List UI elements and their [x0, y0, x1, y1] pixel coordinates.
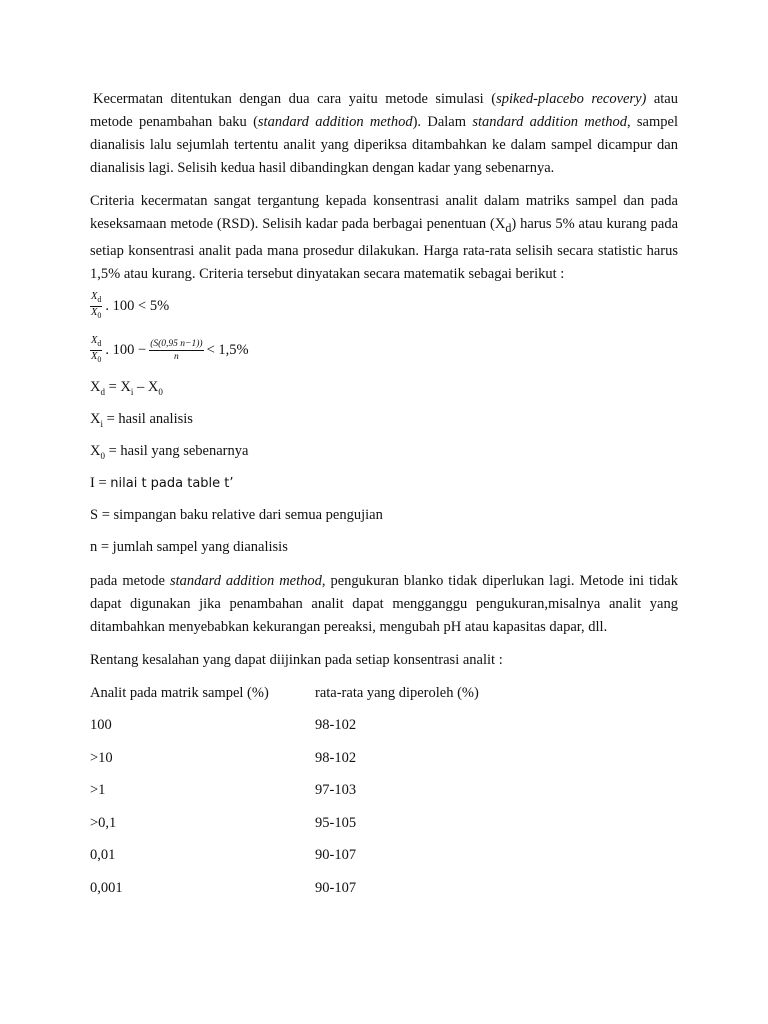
table-row — [90, 779, 678, 812]
italic-term: spiked-placebo recovery) — [496, 91, 647, 107]
fraction-numerator: $X_d$ — [90, 335, 102, 351]
formula-middle: . 100 − — [105, 342, 147, 359]
table-cell: 98-102 — [315, 717, 357, 734]
formula-rest: . 100 < 5% — [105, 298, 170, 315]
table-cell: 98-102 — [315, 749, 357, 766]
definition-i: I = nilai t pada table t’ — [90, 474, 234, 491]
table-row — [90, 844, 678, 877]
text-span: atau metode penambahan baku ( — [90, 91, 678, 130]
definition-s: S = simpangan baku relative dari semua pengujian — [90, 506, 383, 523]
text-span: , pengukuran blanko tidak diperlukan lagi. Metode ini tidak dapat digunakan jika penambahan analit dapat mengganggu pengukuran,misalnya analit yang ditambahkan menyebabkan kekurangan pereaksi, mengubah pH atau kapasitas dapar, dll. — [90, 572, 678, 635]
fraction-denominator: $X_0$ — [91, 307, 102, 321]
fraction-numerator: (S(0,95 n−1)) — [150, 339, 203, 350]
text-span: Kecermatan ditentukan dengan dua cara yaitu metode simulasi ( — [93, 91, 497, 107]
formula-rest: < 1,5% — [206, 342, 249, 359]
table-cell: 0,001 — [90, 879, 123, 896]
text-span: Criteria kecermatan sangat tergantung kepada konsentrasi analit dalam matriks sampel dan pada keseksamaan metode (RSD). Selisih kadar pada berbagai penentuan (X — [90, 193, 678, 232]
table-cell: >1 — [90, 782, 106, 799]
italic-term: standard addition method — [169, 572, 322, 589]
text-span: pada metode — [90, 572, 170, 589]
table-header-cell: Analit pada matrik sampel (%) — [90, 684, 269, 701]
definition-x0: $X_0$ = hasil yang sebenarnya — [90, 442, 249, 461]
fraction-s-n — [149, 338, 203, 363]
table-cell: 90-107 — [315, 879, 357, 896]
table-cell: 97-103 — [315, 782, 357, 799]
table-cell: >0,1 — [90, 814, 117, 831]
paragraph-standard-addition — [90, 570, 678, 639]
recovery-table — [90, 682, 678, 910]
table-cell: >10 — [90, 749, 113, 766]
fraction-numerator: $X_d$ — [90, 291, 102, 307]
fraction-xd-x0 — [90, 291, 102, 322]
text-span: ) harus 5% atau kurang pada setiap konsentrasi analit pada mana prosedur dilakukan. Harga rata-rata selisih secara statistic harus 1,5% atau kurang. Criteria tersebut dinyatakan secara matematik sebagai berikut : — [90, 216, 679, 282]
text-span: ). Dalam — [412, 114, 473, 130]
paragraph-error-range: Rentang kesalahan yang dapat diijinkan pada setiap konsentrasi analit : — [90, 651, 503, 668]
table-cell: 0,01 — [90, 847, 116, 864]
text-span: , sampel dianalisis lalu sejumlah tertentu analit yang diperiksa ditambahkan ke dalam sampel dicampur dan dianalisis lagi. Selisih kedua hasil dibandingkan dengan kadar yang sebenarnya. — [90, 114, 678, 176]
table-row — [90, 877, 678, 910]
italic-term: standard addition method — [472, 114, 627, 130]
formula-difference-limit — [90, 291, 678, 321]
document-page — [90, 88, 678, 909]
table-cell: 95-105 — [315, 814, 357, 831]
fraction-denominator: $X_0$ — [91, 351, 102, 365]
definition-xi: $X_i$ = hasil analisis — [90, 410, 193, 429]
table-row — [90, 714, 678, 747]
definition-n: n = jumlah sampel yang dianalisis — [90, 538, 288, 555]
table-cell: 100 — [90, 717, 112, 734]
subscript: d — [505, 220, 512, 235]
fraction-denominator: n — [174, 352, 179, 363]
formula-mean-limit — [90, 335, 678, 365]
table-row — [90, 812, 678, 845]
table-row — [90, 747, 678, 780]
table-cell: 90-107 — [315, 847, 357, 864]
table-header-row — [90, 682, 678, 715]
italic-term: standard addition method — [257, 114, 413, 130]
paragraph-accuracy-intro — [90, 88, 678, 180]
table-header-cell: rata-rata yang diperoleh (%) — [315, 684, 479, 701]
definition-xd: $X_d = X_i - X_0$ — [90, 378, 163, 397]
fraction-xd-x0 — [90, 335, 102, 366]
paragraph-criteria — [90, 190, 678, 286]
